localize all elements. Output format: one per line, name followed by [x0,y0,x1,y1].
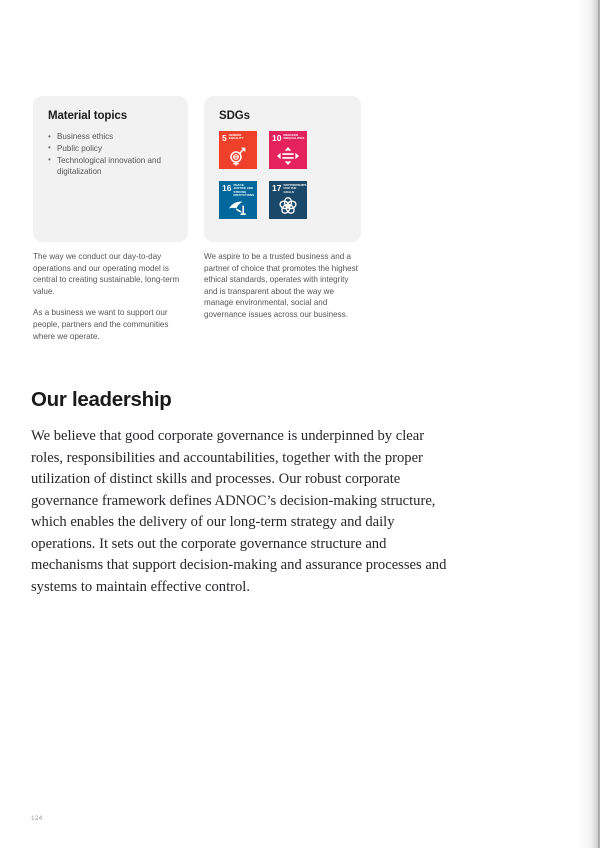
material-topics-list [48,131,173,178]
gender-equality-icon [219,145,257,167]
leadership-section [31,388,451,598]
partnerships-icon [269,195,307,217]
summary-cards [33,96,361,242]
sdg-label: REDUCED INEQUALITIES [283,133,305,141]
sdg-tile-header [269,181,307,194]
sdg-number: 10 [272,133,282,143]
sdg-tile-16 [219,181,257,219]
page-title: Our leadership [31,388,172,411]
sdg-tile-17 [269,181,307,219]
list-item: • Business ethics [48,131,173,142]
caption-paragraph: As a business we want to support our people, partners and the communities where we operate. [33,308,169,341]
sdg-number: 5 [222,133,227,143]
material-topics-title: Material topics [48,110,128,122]
page-number: 124 [31,815,43,822]
sdg-number: 17 [272,183,282,193]
leadership-body [31,426,451,598]
sdg-label: PEACE, JUSTICE AND STRONG INSTITUTIONS [233,183,255,198]
sdg-tile-header [269,131,307,142]
sdg-tile-10 [269,131,307,169]
sdg-label: GENDER EQUALITY [228,133,244,141]
sdg-number: 16 [222,183,232,193]
list-item: • Technological innovation and digitalization [48,155,173,178]
caption-paragraph: The way we conduct our day-to-day operations and our operating model is central to creating sustainable, long-term value. [33,252,180,296]
sdgs-caption [204,251,361,342]
material-topics-caption [33,251,188,342]
material-topics-card [33,96,188,242]
sdg-tile-5 [219,131,257,169]
peace-justice-icon [219,195,257,217]
reduced-inequalities-icon [269,145,307,167]
card-captions [33,251,361,342]
page-edge-shadow [578,0,600,848]
sdg-tile-header [219,131,257,142]
sdg-icon-grid [219,131,346,219]
sdgs-title: SDGs [219,110,250,122]
sdgs-card [204,96,361,242]
body-paragraph: We believe that good corporate governance is underpinned by clear roles, responsibilities and accountabilities, together with the proper utilization of distinct skills and processes. Our robust corporate governance framework defines ADNOC’s decision-making structure, which enables the delivery of our long-term strategy and daily operations. It sets out the corporate governance structure and mechanisms that support decision-making and assurance processes and systems to maintain effective control. [31,428,447,595]
sdg-label: PARTNERSHIPS FOR THE GOALS [283,183,307,194]
caption-paragraph: We aspire to be a trusted business and a partner of choice that promotes the highest ethical standards, operates with integrity and is transparent about the way we manage environmental, social and governance issues across our business. [204,252,358,319]
list-item: • Public policy [48,143,173,154]
